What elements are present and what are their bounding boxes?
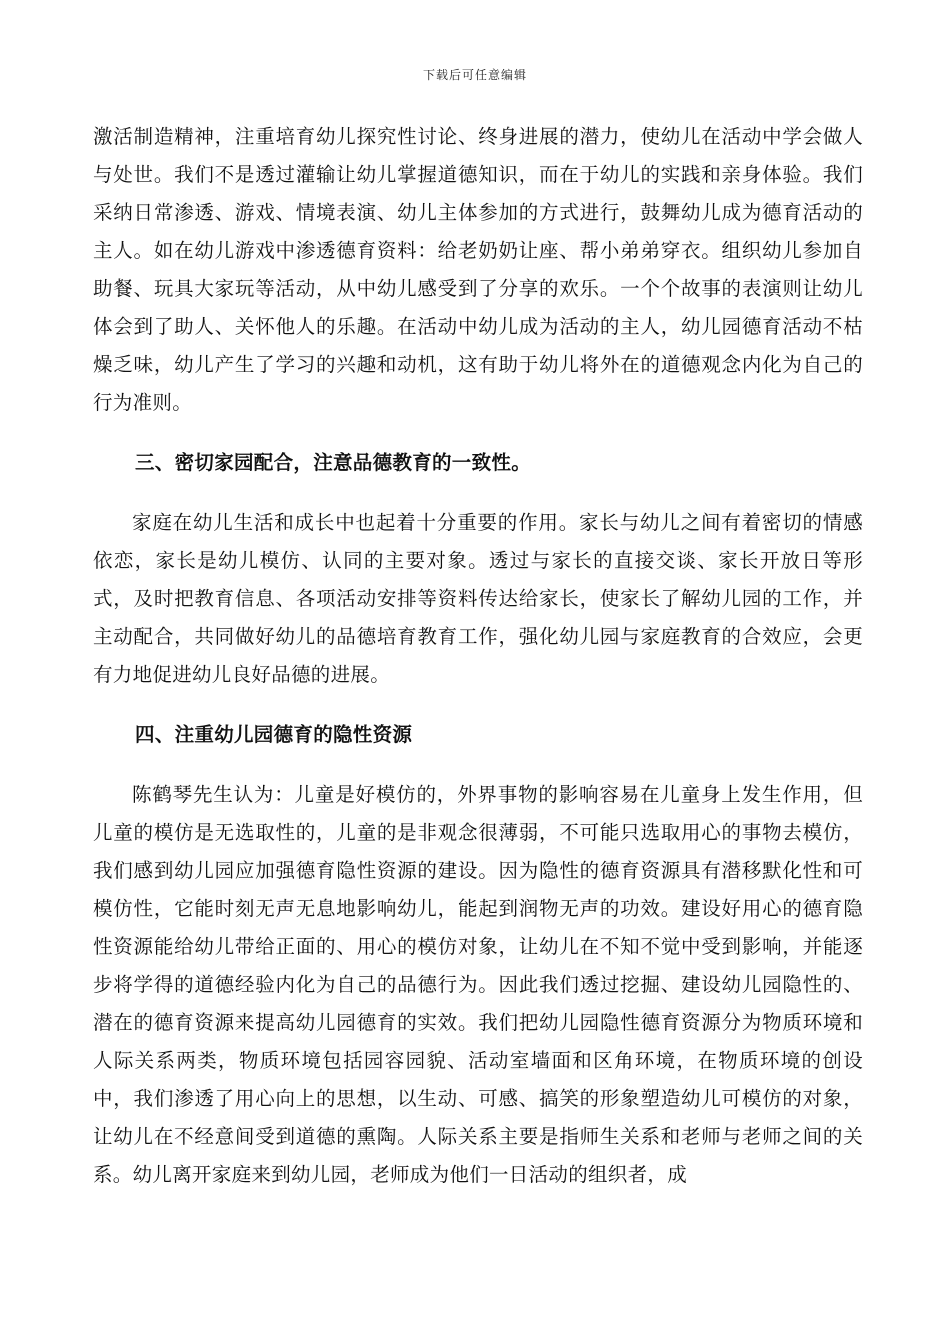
paragraph-family-role: 家庭在幼儿生活和成长中也起着十分重要的作用。家长与幼儿之间有着密切的情感依恋，家长是幼儿模仿、认同的主要对象。透过与家长的直接交谈、家长开放日等形式，及时把教育信息、各项活动安排等资料传达给家长，使家长了解幼儿园的工作，并主动配合，共同做好幼儿的品德培育教育工作，强化幼儿园与家庭教育的合效应，会更有力地促进幼儿良好品德的进展。 [93, 511, 863, 686]
paragraph-activity-education: 激活制造精神，注重培育幼儿探究性讨论、终身进展的潜力，使幼儿在活动中学会做人与处世。我们不是透过灌输让幼儿掌握道德知识，而在于幼儿的实践和亲身体验。我们采纳日常渗透、游戏、情境表演、幼儿主体参加的方式进行，鼓舞幼儿成为德育活动的主人。如在幼儿游戏中渗透德育资料：给老奶奶让座、帮小弟弟穿衣。组织幼儿参加自助餐、玩具大家玩等活动，从中幼儿感受到了分享的欢乐。一个个故事的表演则让幼儿体会到了助人、关怀他人的乐趣。在活动中幼儿成为活动的主人，幼儿园德育活动不枯燥乏味，幼儿产生了学习的兴趣和动机，这有助于幼儿将外在的道德观念内化为自己的行为准则。 [93, 125, 863, 414]
document-body [93, 118, 863, 1194]
paragraph-hidden-resources: 陈鹤琴先生认为：儿童是好模仿的，外界事物的影响容易在儿童身上发生作用，但儿童的模仿是无选取性的，儿童的是非观念很薄弱，不可能只选取用心的事物去模仿，我们感到幼儿园应加强德育隐性资源的建设。因为隐性的德育资源具有潜移默化性和可模仿性，它能时刻无声无息地影响幼儿，能起到润物无声的功效。建设好用心的德育隐性资源能给幼儿带给正面的、用心的模仿对象，让幼儿在不知不觉中受到影响，并能逐步将学得的道德经验内化为自己的品德行为。因此我们透过挖掘、建设幼儿园隐性的、潜在的德育资源来提高幼儿园德育的实效。我们把幼儿园隐性德育资源分为物质环境和人际关系两类，物质环境包括园容园貌、活动室墙面和区角环境，在物质环境的创设中，我们渗透了用心向上的思想，以生动、可感、搞笑的形象塑造幼儿可模仿的对象，让幼儿在不经意间受到道德的熏陶。人际关系主要是指师生关系和老师与老师之间的关系。幼儿离开家庭来到幼儿园，老师成为他们一日活动的组织者，成 [93, 783, 863, 1186]
page-header: 下载后可任意编辑 [422, 68, 527, 82]
section-heading-home-school: 三、密切家园配合，注意品德教育的一致性。 [135, 451, 532, 474]
section-heading-hidden-resources: 四、注重幼儿园德育的隐性资源 [135, 723, 413, 746]
